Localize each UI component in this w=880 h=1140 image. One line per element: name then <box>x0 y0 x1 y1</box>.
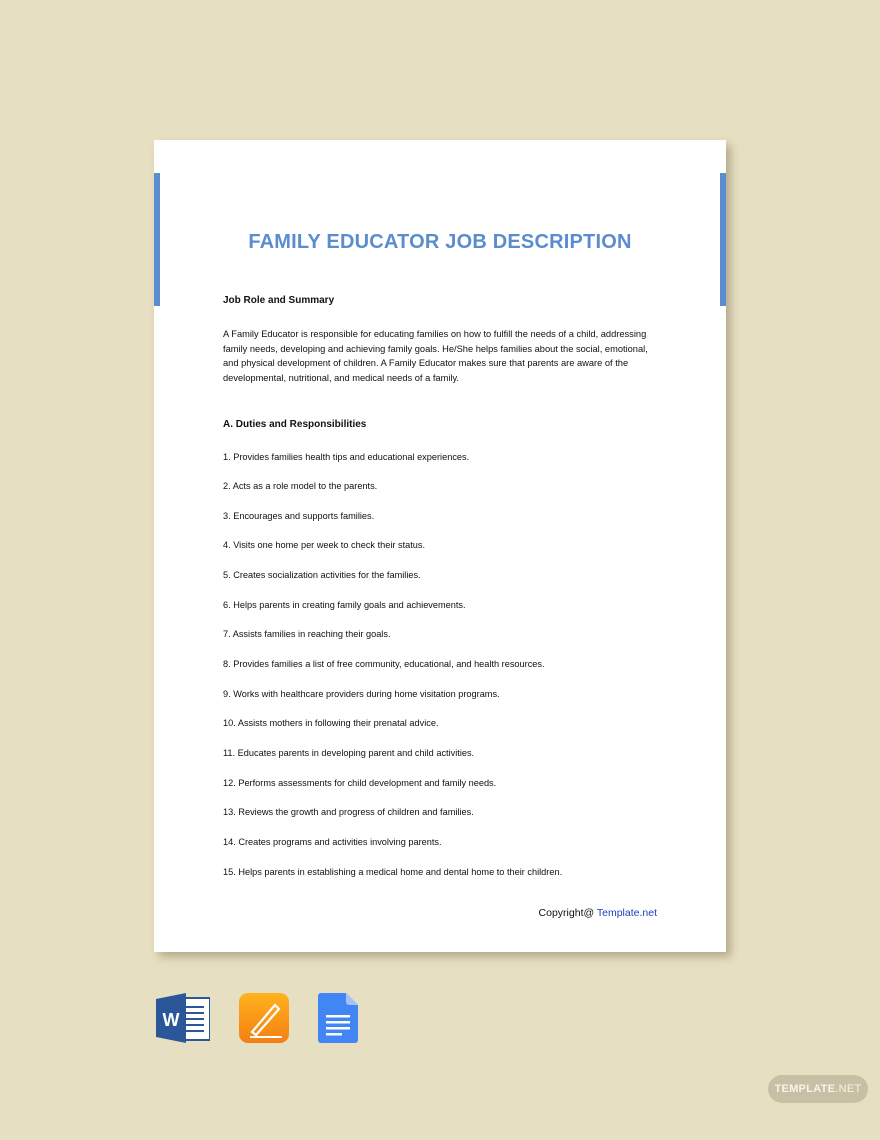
duty-item: 2. Acts as a role model to the parents. <box>223 481 378 491</box>
duty-item: 6. Helps parents in creating family goals and achievements. <box>223 600 466 610</box>
word-icon[interactable] <box>156 993 210 1048</box>
duty-item: 15. Helps parents in establishing a medical home and dental home to their children. <box>223 867 563 877</box>
svg-text:W: W <box>162 1010 180 1030</box>
copyright-link[interactable]: Template.net <box>596 907 657 919</box>
section-heading-duties: A. Duties and Responsibilities <box>223 419 367 430</box>
duty-item: 4. Visits one home per week to check their status. <box>223 540 426 550</box>
duty-item: 5. Creates socialization activities for the families. <box>223 570 421 580</box>
duty-item: 7. Assists families in reaching their goals. <box>223 629 391 639</box>
template-net-badge[interactable] <box>768 1075 868 1103</box>
copyright-notice <box>539 907 657 919</box>
copyright-label: Copyright@ <box>538 907 597 919</box>
duty-item: 3. Encourages and supports families. <box>223 511 375 521</box>
google-docs-icon[interactable] <box>318 993 358 1048</box>
summary-paragraph: A Family Educator is responsible for educating families on how to fulfill the needs of a child, addressing family needs, developing and achieving family goals. He/She helps families about the social, emotional, and physical development of children. A Family Educator makes sure that parents are aware of the developmental, nutritional, and medical needs of a family. <box>223 329 648 384</box>
duty-item: 14. Creates programs and activities involving parents. <box>223 837 442 847</box>
section-heading-job-role: Job Role and Summary <box>223 295 335 306</box>
duty-item: 11. Educates parents in developing parent and child activities. <box>223 748 475 758</box>
duty-item: 8. Provides families a list of free community, educational, and health resources. <box>223 659 545 669</box>
duty-item: 1. Provides families health tips and educational experiences. <box>223 452 470 462</box>
document-page <box>154 140 726 952</box>
duty-item: 12. Performs assessments for child development and family needs. <box>223 778 497 788</box>
badge-brand: TEMPLATE <box>774 1083 836 1095</box>
duty-item: 10. Assists mothers in following their prenatal advice. <box>223 718 439 728</box>
duty-item: 9. Works with healthcare providers during home visitation programs. <box>223 689 500 699</box>
document-title: FAMILY EDUCATOR JOB DESCRIPTION <box>248 231 632 253</box>
badge-domain: .NET <box>835 1083 862 1095</box>
duty-item: 13. Reviews the growth and progress of children and families. <box>223 807 474 817</box>
pages-icon[interactable] <box>239 993 289 1048</box>
